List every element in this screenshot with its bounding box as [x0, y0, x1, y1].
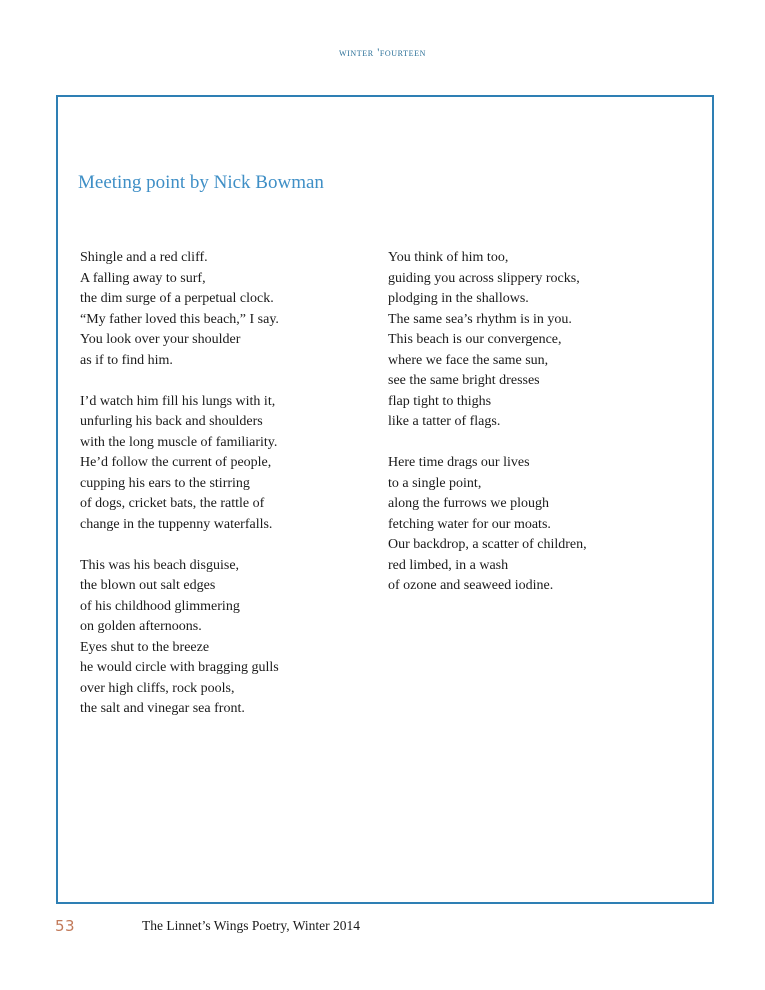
- poem-line: over high cliffs, rock pools,: [80, 680, 235, 696]
- poem-line: as if to find him.: [80, 352, 173, 368]
- poem-line: Our backdrop, a scatter of children,: [388, 537, 587, 552]
- poem-line: guiding you across slippery rocks,: [388, 270, 580, 286]
- poem-line: Here time drags our lives: [388, 455, 530, 470]
- poem-line: the dim surge of a perpetual clock.: [80, 291, 274, 306]
- poem-title: Meeting point by Nick Bowman: [78, 172, 324, 193]
- poem-line: Shingle and a red cliff.: [80, 250, 208, 265]
- poem-line: “My father loved this beach,” I say.: [80, 311, 279, 327]
- poem-left-column: [80, 248, 370, 740]
- page-number: 53: [55, 917, 76, 935]
- poem-line: see the same bright dresses: [388, 373, 540, 388]
- poem-line: to a single point,: [388, 475, 482, 491]
- poem-line: A falling away to surf,: [80, 270, 206, 286]
- poem-line: the salt and vinegar sea front.: [80, 701, 245, 716]
- poem-line: I’d watch him fill his lungs with it,: [80, 393, 276, 409]
- poem-line: where we face the same sun,: [388, 352, 549, 368]
- poem-line: You look over your shoulder: [80, 332, 241, 347]
- poem-line: This was his beach disguise,: [80, 557, 240, 573]
- poem-line: This beach is our convergence,: [388, 332, 562, 347]
- poem-line: cupping his ears to the stirring: [80, 475, 250, 491]
- poem-line: You think of him too,: [388, 250, 509, 265]
- poem-line: he would circle with bragging gulls: [80, 660, 279, 675]
- poem-line: with the long muscle of familiarity.: [80, 434, 278, 450]
- poem-line: plodging in the shallows.: [388, 291, 529, 306]
- poem-line: the blown out salt edges: [80, 578, 216, 593]
- poem-line: unfurling his back and shoulders: [80, 414, 263, 429]
- poem-line: fetching water for our moats.: [388, 516, 551, 532]
- poem-line: of dogs, cricket bats, the rattle of: [80, 496, 265, 511]
- stanza: [388, 248, 688, 433]
- footer-publication-title: The Linnet’s Wings Poetry, Winter 2014: [142, 918, 361, 933]
- stanza: [388, 453, 688, 597]
- stanza: [80, 392, 370, 536]
- stanza: [80, 556, 370, 720]
- poem-line: along the furrows we plough: [388, 496, 549, 511]
- running-header: winter 'fourteen: [339, 47, 426, 59]
- poem-line: on golden afternoons.: [80, 619, 202, 634]
- poem-line: like a tatter of flags.: [388, 414, 501, 429]
- poem-line: Eyes shut to the breeze: [80, 639, 210, 655]
- poem-line: The same sea’s rhythm is in you.: [388, 311, 572, 327]
- poem-line: of ozone and seaweed iodine.: [388, 578, 554, 593]
- poem-line: red limbed, in a wash: [388, 557, 509, 573]
- poem-line: flap tight to thighs: [388, 393, 492, 409]
- poem-line: of his childhood glimmering: [80, 598, 240, 614]
- poem-line: He’d follow the current of people,: [80, 455, 272, 470]
- poem-right-column: [388, 248, 688, 617]
- stanza: [80, 248, 370, 371]
- poem-line: change in the tuppenny waterfalls.: [80, 516, 273, 532]
